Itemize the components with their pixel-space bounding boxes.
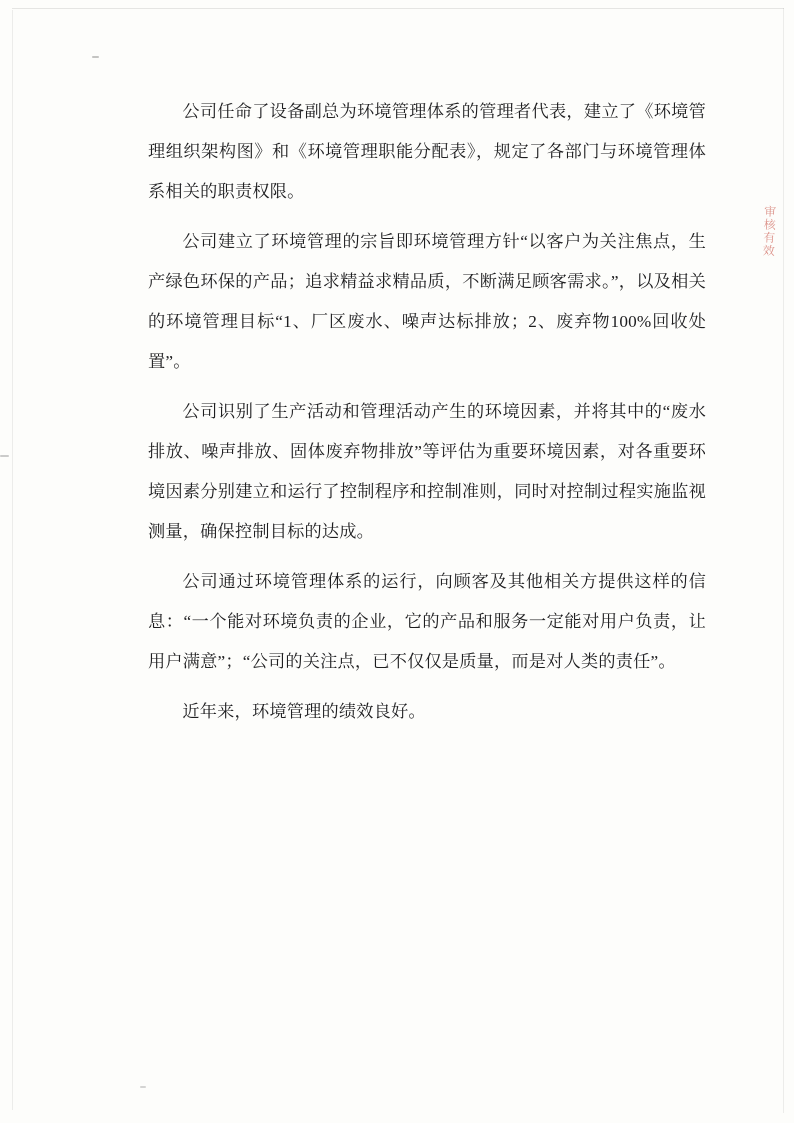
- scan-edge-top: [12, 8, 784, 9]
- paragraph: 公司建立了环境管理的宗旨即环境管理方针“以客户为关注焦点，生产绿色环保的产品；追求精益求精品质，不断满足顾客需求。”，以及相关的环境管理目标“1、厂区废水、噪声达标排放；2、废弃物100%回收处置”。: [148, 232, 706, 371]
- paragraph: 公司识别了生产活动和管理活动产生的环境因素，并将其中的“废水排放、噪声排放、固体废弃物排放”等评估为重要环境因素，对各重要环境因素分别建立和运行了控制程序和控制准则，同时对控制过程实施监视测量，确保控制目标的达成。: [148, 402, 706, 541]
- scan-artifact-speck: [92, 56, 99, 58]
- scan-edge-right: [783, 8, 784, 1113]
- red-seal-stamp: 审核有效: [761, 204, 777, 258]
- scan-artifact-speck: [0, 455, 9, 457]
- document-body: [148, 92, 706, 732]
- scan-edge-left: [12, 10, 13, 1110]
- paragraph: 公司任命了设备副总为环境管理体系的管理者代表，建立了《环境管理组织架构图》和《环境管理职能分配表》，规定了各部门与环境管理体系相关的职责权限。: [148, 102, 706, 201]
- scan-artifact-speck: [140, 1086, 146, 1088]
- paragraph: 近年来，环境管理的绩效良好。: [182, 702, 426, 721]
- paragraph: 公司通过环境管理体系的运行，向顾客及其他相关方提供这样的信息：“一个能对环境负责的企业，它的产品和服务一定能对用户负责，让用户满意”；“公司的关注点，已不仅仅是质量，而是对人类的责任”。: [148, 572, 706, 671]
